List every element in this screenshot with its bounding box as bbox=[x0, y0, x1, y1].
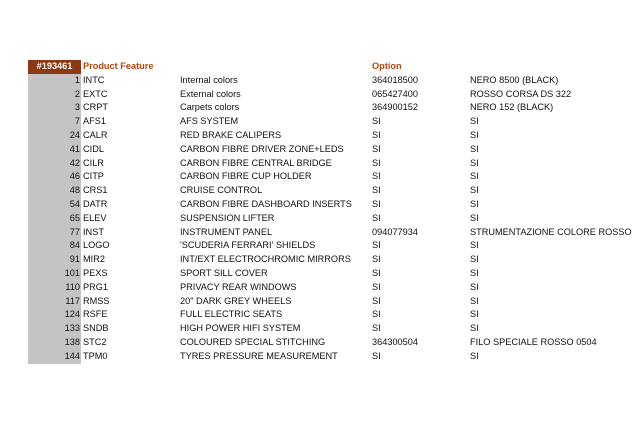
option-value-cell[interactable]: SI bbox=[470, 281, 479, 292]
feature-name-cell[interactable]: 20" DARK GREY WHEELS bbox=[180, 295, 292, 306]
feature-code-cell[interactable]: EXTC bbox=[83, 88, 108, 99]
feature-code-cell[interactable]: CRS1 bbox=[83, 185, 108, 196]
feature-name-cell[interactable]: HIGH POWER HIFI SYSTEM bbox=[180, 323, 301, 334]
option-code-cell[interactable]: SI bbox=[372, 212, 381, 223]
option-value-cell[interactable]: STRUMENTAZIONE COLORE ROSSO bbox=[470, 226, 632, 237]
feature-name-cell[interactable]: COLOURED SPECIAL STITCHING bbox=[180, 336, 326, 347]
option-code-cell[interactable]: SI bbox=[372, 254, 381, 265]
row-number-cell[interactable]: 101 bbox=[28, 267, 81, 281]
feature-code-cell[interactable]: PRG1 bbox=[83, 281, 109, 292]
option-code-cell[interactable]: 364300504 bbox=[372, 336, 418, 347]
row-number-cell[interactable]: 48 bbox=[28, 184, 81, 198]
feature-code-cell[interactable]: PEXS bbox=[83, 267, 108, 278]
feature-code-cell[interactable]: CIDL bbox=[83, 143, 104, 154]
option-value-cell[interactable]: NERO 8500 (BLACK) bbox=[470, 74, 559, 85]
feature-code-cell[interactable]: RSFE bbox=[83, 309, 108, 320]
option-code-cell[interactable]: SI bbox=[372, 350, 381, 361]
feature-name-cell[interactable]: Internal colors bbox=[180, 74, 238, 85]
feature-name-cell[interactable]: CARBON FIBRE CUP HOLDER bbox=[180, 171, 312, 182]
row-number-cell[interactable]: 84 bbox=[28, 239, 81, 253]
option-code-cell[interactable]: 065427400 bbox=[372, 88, 418, 99]
feature-name-cell[interactable]: SUSPENSION LIFTER bbox=[180, 212, 275, 223]
row-number-cell[interactable]: 41 bbox=[28, 143, 81, 157]
option-code-cell[interactable]: SI bbox=[372, 143, 381, 154]
row-number-cell[interactable]: 42 bbox=[28, 157, 81, 171]
feature-code-cell[interactable]: TPM0 bbox=[83, 350, 108, 361]
option-value-cell[interactable]: SI bbox=[470, 116, 479, 127]
option-value-cell[interactable]: SI bbox=[470, 212, 479, 223]
option-value-cell[interactable]: SI bbox=[470, 198, 479, 209]
option-value-cell[interactable]: NERO 152 (BLACK) bbox=[470, 102, 554, 113]
feature-name-cell[interactable]: Carpets colors bbox=[180, 102, 240, 113]
feature-name-cell[interactable]: FULL ELECTRIC SEATS bbox=[180, 309, 283, 320]
feature-code-cell[interactable]: INTC bbox=[83, 74, 105, 85]
header-product-feature[interactable]: Product Feature bbox=[83, 61, 154, 71]
row-number-cell[interactable]: 117 bbox=[28, 295, 81, 309]
option-value-cell[interactable]: ROSSO CORSA DS 322 bbox=[470, 88, 572, 99]
row-number-cell[interactable]: 2 bbox=[28, 88, 81, 102]
row-number-cell[interactable]: 110 bbox=[28, 281, 81, 295]
feature-name-cell[interactable]: PRIVACY REAR WINDOWS bbox=[180, 281, 297, 292]
option-code-cell[interactable]: SI bbox=[372, 240, 381, 251]
option-code-cell[interactable]: SI bbox=[372, 267, 381, 278]
feature-code-cell[interactable]: CITP bbox=[83, 171, 104, 182]
feature-name-cell[interactable]: SPORT SILL COVER bbox=[180, 267, 268, 278]
feature-code-cell[interactable]: CILR bbox=[83, 157, 104, 168]
row-number-cell[interactable]: 144 bbox=[28, 350, 81, 364]
option-code-cell[interactable]: SI bbox=[372, 116, 381, 127]
feature-name-cell[interactable]: CARBON FIBRE DRIVER ZONE+LEDS bbox=[180, 143, 344, 154]
row-number-cell[interactable]: 1 bbox=[28, 74, 81, 88]
option-value-cell[interactable]: SI bbox=[470, 295, 479, 306]
option-code-cell[interactable]: SI bbox=[372, 309, 381, 320]
feature-code-cell[interactable]: CALR bbox=[83, 129, 108, 140]
feature-code-cell[interactable]: CRPT bbox=[83, 102, 109, 113]
feature-code-cell[interactable]: STC2 bbox=[83, 336, 107, 347]
option-value-cell[interactable]: SI bbox=[470, 350, 479, 361]
option-value-cell[interactable]: SI bbox=[470, 129, 479, 140]
feature-code-cell[interactable]: INST bbox=[83, 226, 104, 237]
feature-code-cell[interactable]: LOGO bbox=[83, 240, 110, 251]
feature-code-cell[interactable]: AFS1 bbox=[83, 116, 106, 127]
row-number-cell[interactable]: 7 bbox=[28, 115, 81, 129]
feature-name-cell[interactable]: RED BRAKE CALIPERS bbox=[180, 129, 282, 140]
row-number-cell[interactable]: 3 bbox=[28, 101, 81, 115]
feature-name-cell[interactable]: INT/EXT ELECTROCHROMIC MIRRORS bbox=[180, 254, 351, 265]
row-number-cell[interactable]: 77 bbox=[28, 226, 81, 240]
feature-name-cell[interactable]: CARBON FIBRE DASHBOARD INSERTS bbox=[180, 198, 352, 209]
feature-name-cell[interactable]: CARBON FIBRE CENTRAL BRIDGE bbox=[180, 157, 332, 168]
option-code-cell[interactable]: 364018500 bbox=[372, 74, 418, 85]
option-code-cell[interactable]: SI bbox=[372, 323, 381, 334]
row-number-cell[interactable]: 46 bbox=[28, 170, 81, 184]
feature-code-cell[interactable]: DATR bbox=[83, 198, 108, 209]
option-code-cell[interactable]: 364900152 bbox=[372, 102, 418, 113]
option-value-cell[interactable]: SI bbox=[470, 309, 479, 320]
feature-code-cell[interactable]: ELEV bbox=[83, 212, 107, 223]
option-value-cell[interactable]: SI bbox=[470, 185, 479, 196]
feature-name-cell[interactable]: AFS SYSTEM bbox=[180, 116, 239, 127]
option-code-cell[interactable]: SI bbox=[372, 281, 381, 292]
option-code-cell[interactable]: SI bbox=[372, 171, 381, 182]
feature-code-cell[interactable]: SNDB bbox=[83, 323, 109, 334]
row-number-cell[interactable]: 91 bbox=[28, 253, 81, 267]
feature-name-cell[interactable]: TYRES PRESSURE MEASUREMENT bbox=[180, 350, 338, 361]
row-number-cell[interactable]: 24 bbox=[28, 129, 81, 143]
row-number-cell[interactable]: 54 bbox=[28, 198, 81, 212]
feature-name-cell[interactable]: External colors bbox=[180, 88, 241, 99]
row-number-cell[interactable]: 65 bbox=[28, 212, 81, 226]
option-value-cell[interactable]: SI bbox=[470, 323, 479, 334]
option-code-cell[interactable]: SI bbox=[372, 295, 381, 306]
option-value-cell[interactable]: FILO SPECIALE ROSSO 0504 bbox=[470, 336, 597, 347]
feature-code-cell[interactable]: RMSS bbox=[83, 295, 110, 306]
feature-name-cell[interactable]: INSTRUMENT PANEL bbox=[180, 226, 273, 237]
row-number-cell[interactable]: 124 bbox=[28, 308, 81, 322]
option-value-cell[interactable]: SI bbox=[470, 267, 479, 278]
option-code-cell[interactable]: SI bbox=[372, 157, 381, 168]
option-value-cell[interactable]: SI bbox=[470, 157, 479, 168]
option-value-cell[interactable]: SI bbox=[470, 143, 479, 154]
row-number-cell[interactable]: 138 bbox=[28, 336, 81, 350]
option-code-cell[interactable]: SI bbox=[372, 185, 381, 196]
option-code-cell[interactable]: 094077934 bbox=[372, 226, 418, 237]
option-value-cell[interactable]: SI bbox=[470, 254, 479, 265]
option-value-cell[interactable]: SI bbox=[470, 171, 479, 182]
feature-name-cell[interactable]: 'SCUDERIA FERRARI' SHIELDS bbox=[180, 240, 316, 251]
feature-name-cell[interactable]: CRUISE CONTROL bbox=[180, 185, 263, 196]
header-option[interactable]: Option bbox=[372, 61, 402, 71]
row-number-cell[interactable]: 133 bbox=[28, 322, 81, 336]
option-code-cell[interactable]: SI bbox=[372, 129, 381, 140]
feature-code-cell[interactable]: MIR2 bbox=[83, 254, 105, 265]
option-code-cell[interactable]: SI bbox=[372, 198, 381, 209]
header-id-cell[interactable]: #193461 bbox=[28, 60, 81, 74]
option-value-cell[interactable]: SI bbox=[470, 240, 479, 251]
